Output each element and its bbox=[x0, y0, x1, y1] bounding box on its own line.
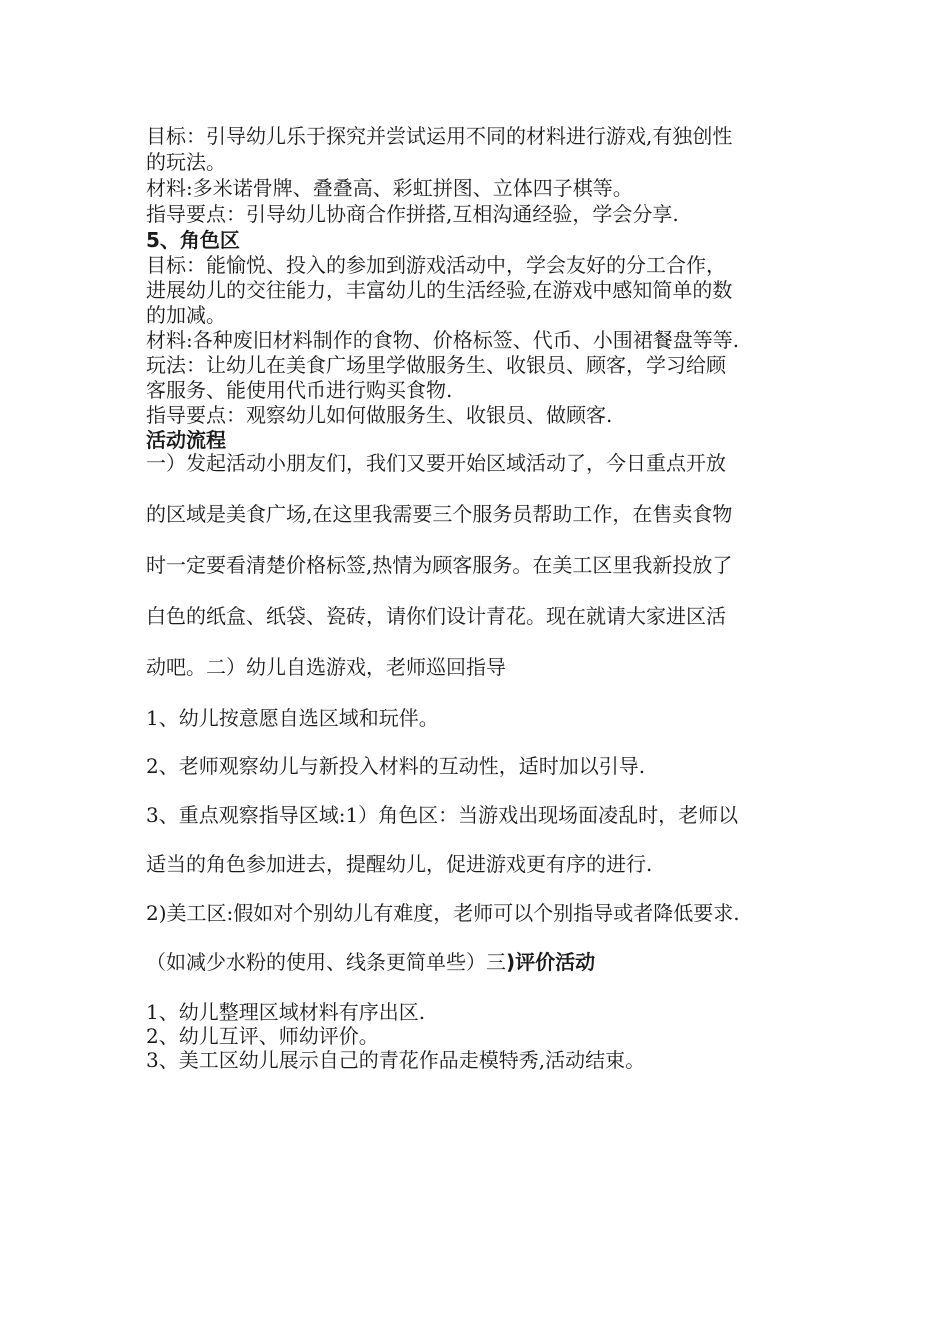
process-paragraph-line: 时一定要看清楚价格标签,热情为顾客服务。在美工区里我新投放了 bbox=[146, 553, 733, 577]
section5-play-line: 客服务、能使用代币进行购买食物. bbox=[146, 378, 453, 402]
art-area-line: 2)美工区:假如对个别幼儿有难度，老师可以个别指导或者降低要求. bbox=[146, 901, 740, 925]
process-item-2: 2、老师观察幼儿与新投入材料的互动性，适时加以引导. bbox=[146, 754, 646, 778]
process-item-3-line: 适当的角色参加进去，提醒幼儿，促进游戏更有序的进行. bbox=[146, 852, 653, 876]
evaluation-item-1: 1、幼儿整理区域材料有序出区. bbox=[146, 1000, 426, 1024]
intro-goal-line: 的玩法。 bbox=[146, 150, 226, 174]
evaluation-intro-line bbox=[146, 950, 595, 974]
section5-goal-line: 的加减。 bbox=[146, 303, 226, 327]
process-paragraph-line: 一）发起活动小朋友们，我们又要开始区域活动了，今日重点开放 bbox=[146, 451, 726, 475]
section5-play-line: 玩法：让幼儿在美食广场里学做服务生、收银员、顾客，学习给顾 bbox=[146, 353, 726, 377]
process-paragraph-line: 的区域是美食广场,在这里我需要三个服务员帮助工作，在售卖食物 bbox=[146, 502, 733, 526]
section5-goal-line: 进展幼儿的交往能力，丰富幼儿的生活经验,在游戏中感知简单的数 bbox=[146, 278, 733, 302]
evaluation-item-2: 2、幼儿互评、师幼评价。 bbox=[146, 1024, 379, 1048]
intro-guidance: 指导要点：引导幼儿协商合作拼搭,互相沟通经验，学会分享. bbox=[146, 202, 679, 226]
evaluation-heading: )评价活动 bbox=[506, 950, 596, 974]
intro-goal-line: 目标：引导幼儿乐于探究并尝试运用不同的材料进行游戏,有独创性 bbox=[146, 124, 733, 148]
section5-guidance: 指导要点：观察幼儿如何做服务生、收银员、做顾客. bbox=[146, 403, 613, 427]
process-paragraph-line: 白色的纸盒、纸袋、瓷砖，请你们设计青花。现在就请大家进区活 bbox=[146, 604, 726, 628]
section5-materials: 材料:各种废旧材料制作的食物、价格标签、代币、小围裙餐盘等等. bbox=[146, 328, 740, 352]
paren-note: （如减少水粉的使用、线条更简单些）三 bbox=[146, 950, 506, 974]
process-item-3-line: 3、重点观察指导区域:1）角色区：当游戏出现场面凌乱时，老师以 bbox=[146, 803, 739, 827]
process-item-1: 1、幼儿按意愿自选区域和玩伴。 bbox=[146, 706, 439, 730]
section5-goal-line: 目标：能愉悦、投入的参加到游戏活动中，学会友好的分工合作， bbox=[146, 253, 726, 277]
process-heading: 活动流程 bbox=[146, 428, 226, 452]
section5-heading: 5、角色区 bbox=[146, 228, 240, 252]
evaluation-item-3: 3、美工区幼儿展示自己的青花作品走模特秀,活动结束。 bbox=[146, 1048, 646, 1072]
intro-materials: 材料:多米诺骨牌、叠叠高、彩虹拼图、立体四子棋等。 bbox=[146, 176, 633, 200]
process-paragraph-line: 动吧。二）幼儿自选游戏，老师巡回指导 bbox=[146, 655, 506, 679]
